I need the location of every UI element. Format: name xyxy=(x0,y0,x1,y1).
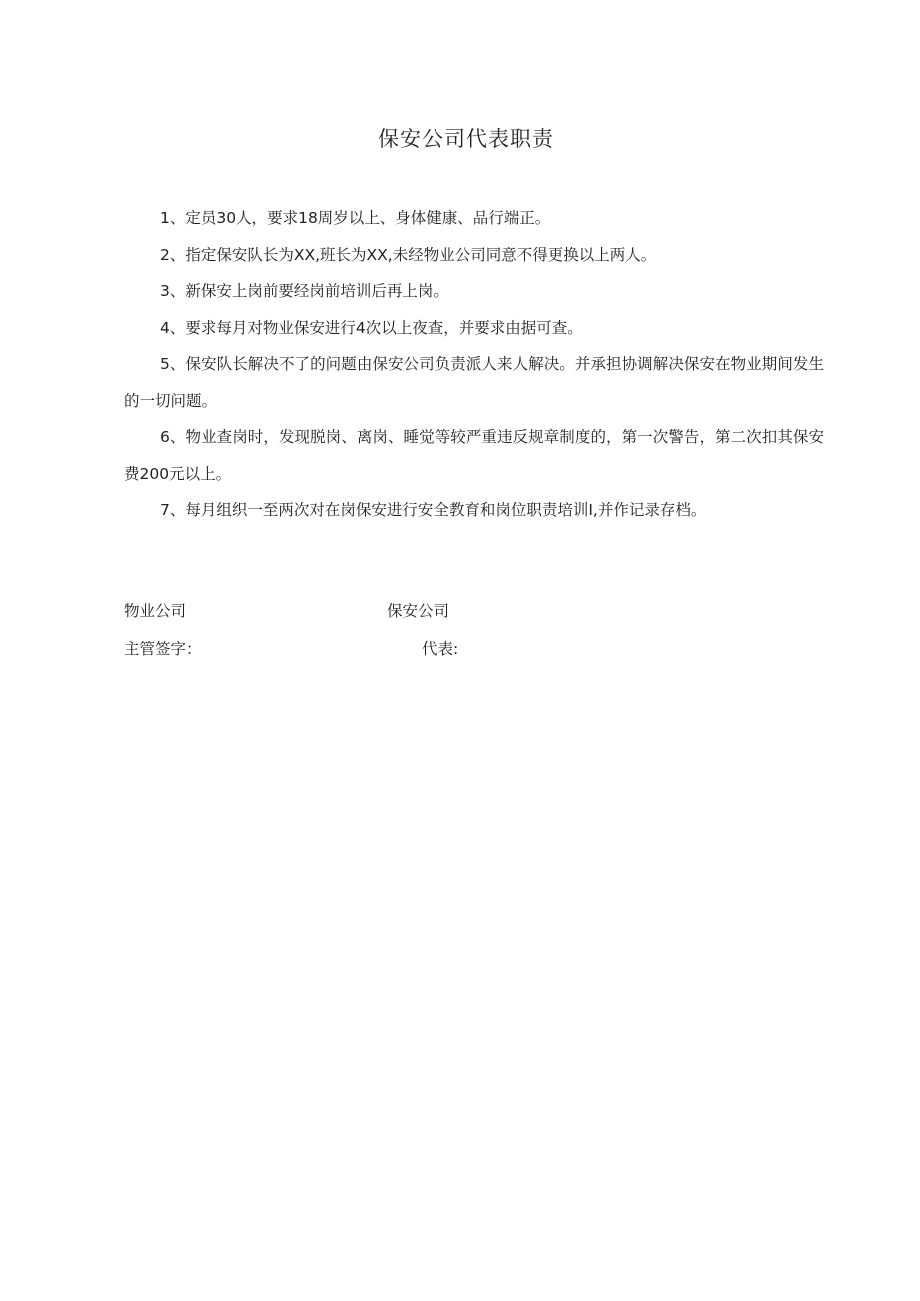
duty-item-7: 7、每月组织一至两次对在岗保安进行安全教育和岗位职责培训I,并作记录存档。 xyxy=(160,501,707,519)
property-company-label: 物业公司 xyxy=(124,602,187,620)
duty-list xyxy=(124,200,824,529)
security-company-label: 保安公司 xyxy=(387,602,450,620)
signature-sign-row xyxy=(124,636,624,662)
supervisor-signature-label: 主管签字： xyxy=(124,640,202,658)
duty-item-1: 1、定员30人，要求18周岁以上、身体健康、品行端正。 xyxy=(160,209,551,227)
representative-label: 代表: xyxy=(422,640,459,658)
duty-item-6: 6、物业查岗时，发现脱岗、离岗、睡觉等较严重违反规章制度的，第一次警告，第二次扣其保安费200元以上。 xyxy=(124,428,824,483)
duty-item-4: 4、要求每月对物业保安进行4次以上夜查，并要求由据可查。 xyxy=(160,318,583,337)
document-title: 保安公司代表职责 xyxy=(378,127,554,151)
duty-item-5: 5、保安队长解决不了的问题由保安公司负责派人来人解决。并承担协调解决保安在物业期间发生的一切问题。 xyxy=(124,355,824,410)
duty-item-2: 2、指定保安队长为XX,班长为XX,未经物业公司同意不得更换以上两人。 xyxy=(160,245,657,264)
signature-company-row xyxy=(124,598,624,624)
duty-item-3: 3、新保安上岗前要经岗前培训后再上岗。 xyxy=(160,282,449,300)
